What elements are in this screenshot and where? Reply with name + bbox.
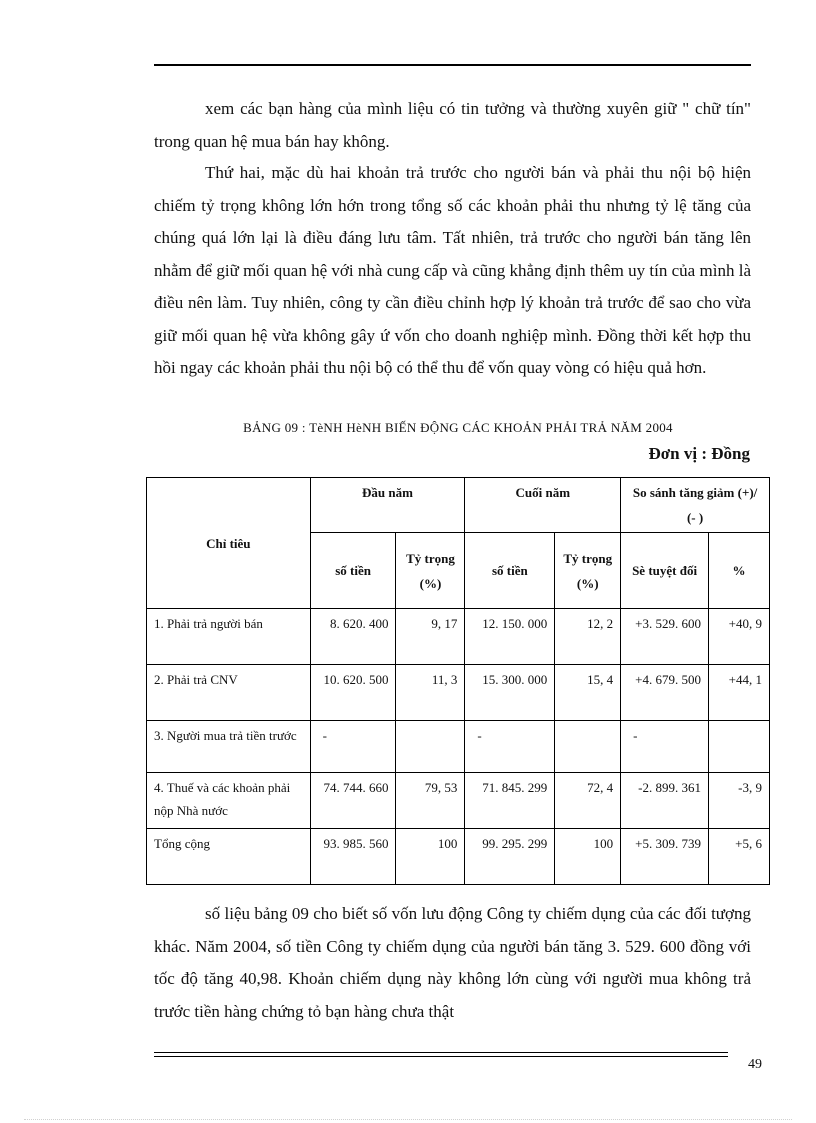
table-row xyxy=(147,665,770,721)
row-label: 4. Thuế và các khoản phải nộp Nhà nước xyxy=(147,773,311,829)
start-amount: 74. 744. 660 xyxy=(310,773,396,829)
end-amount: 12. 150. 000 xyxy=(465,609,555,665)
pct-change xyxy=(709,721,770,773)
header-start-ratio: Tỷ trọng (%) xyxy=(396,533,465,609)
page-edge xyxy=(24,1119,792,1120)
header-percent: % xyxy=(709,533,770,609)
start-ratio: 79, 53 xyxy=(396,773,465,829)
end-amount: 99. 295. 299 xyxy=(465,829,555,885)
paragraph-2: Thứ hai, mặc dù hai khoản trả trước cho người bán và phải thu nội bộ hiện chiếm tỷ trọng không lớn hớn trong tổng số các khoản phải thu nhưng tỷ lệ tăng của chúng quá lớn lại là điều đáng lưu tâm. Tất nhiên, trả trước cho người bán tăng lên nhằm để giữ mối quan hệ với nhà cung cấp và cũng khẳng định thêm uy tín của mình là điều nên làm. Tuy nhiên, công ty cần điều chỉnh hợp lý khoản trả trước để sao cho vừa giữ mối quan hệ vừa không gây ứ vốn cho doanh nghiệp mình. Đồng thời kết hợp thu hồi ngay các khoản phải thu nội bộ có thể thu để vốn quay vòng có hiệu quả hơn. xyxy=(154,163,751,377)
paragraph-1: xem các bạn hàng của mình liệu có tin tưởng và thường xuyên giữ " chữ tín" trong quan hệ mua bán hay không. xyxy=(154,99,751,151)
start-amount: 8. 620. 400 xyxy=(310,609,396,665)
footer-rule xyxy=(154,1052,728,1057)
table-caption: BẢNG 09 : TèNH HèNH BIẾN ĐỘNG CÁC KHOẢN PHẢI TRẢ NĂM 2004 xyxy=(243,420,673,435)
pct-change: -3, 9 xyxy=(709,773,770,829)
row-label: 2. Phải trả CNV xyxy=(147,665,311,721)
start-ratio: 11, 3 xyxy=(396,665,465,721)
abs-change: +4. 679. 500 xyxy=(621,665,709,721)
row-label: Tổng cộng xyxy=(147,829,311,885)
end-amount: - xyxy=(465,721,555,773)
table-row xyxy=(147,773,770,829)
row-label: 3. Người mua trả tiền trước xyxy=(147,721,311,773)
start-amount: 10. 620. 500 xyxy=(310,665,396,721)
abs-change: - xyxy=(621,721,709,773)
end-ratio: 100 xyxy=(555,829,621,885)
end-ratio: 72, 4 xyxy=(555,773,621,829)
table-row xyxy=(147,829,770,885)
page-number: 49 xyxy=(748,1057,762,1072)
start-amount: 93. 985. 560 xyxy=(310,829,396,885)
header-end-year: Cuối năm xyxy=(465,478,621,533)
pct-change: +40, 9 xyxy=(709,609,770,665)
end-amount: 71. 845. 299 xyxy=(465,773,555,829)
start-ratio: 9, 17 xyxy=(396,609,465,665)
paragraph-3: số liệu bảng 09 cho biết số vốn lưu động Công ty chiếm dụng của các đối tượng khác. Năm 2004, số tiền Công ty chiếm dụng của người bán tăng 3. 529. 600 đồng với tốc độ tăng 40,98. Khoản chiếm dụng này không lớn cùng với người mua không trả trước tiền hàng chứng tỏ bạn hàng chưa thật xyxy=(154,904,751,1021)
header-end-amount: số tiền xyxy=(465,533,555,609)
header-end-ratio: Tỷ trọng (%) xyxy=(555,533,621,609)
table-unit: Đơn vị : Đồng xyxy=(648,444,750,463)
end-amount: 15. 300. 000 xyxy=(465,665,555,721)
header-indicator: Chỉ tiêu xyxy=(147,478,311,609)
abs-change: +5. 309. 739 xyxy=(621,829,709,885)
header-rule xyxy=(154,64,751,66)
header-start-amount: số tiền xyxy=(310,533,396,609)
table-row xyxy=(147,721,770,773)
start-amount: - xyxy=(310,721,396,773)
end-ratio: 12, 2 xyxy=(555,609,621,665)
payables-table xyxy=(146,477,770,885)
end-ratio xyxy=(555,721,621,773)
abs-change: -2. 899. 361 xyxy=(621,773,709,829)
header-absolute: Sè tuyệt đối xyxy=(621,533,709,609)
header-start-year: Đầu năm xyxy=(310,478,465,533)
start-ratio: 100 xyxy=(396,829,465,885)
header-comparison: So sánh tăng giảm (+)/ (- ) xyxy=(621,478,770,533)
abs-change: +3. 529. 600 xyxy=(621,609,709,665)
end-ratio: 15, 4 xyxy=(555,665,621,721)
start-ratio xyxy=(396,721,465,773)
pct-change: +44, 1 xyxy=(709,665,770,721)
row-label: 1. Phải trả người bán xyxy=(147,609,311,665)
table-row xyxy=(147,609,770,665)
pct-change: +5, 6 xyxy=(709,829,770,885)
